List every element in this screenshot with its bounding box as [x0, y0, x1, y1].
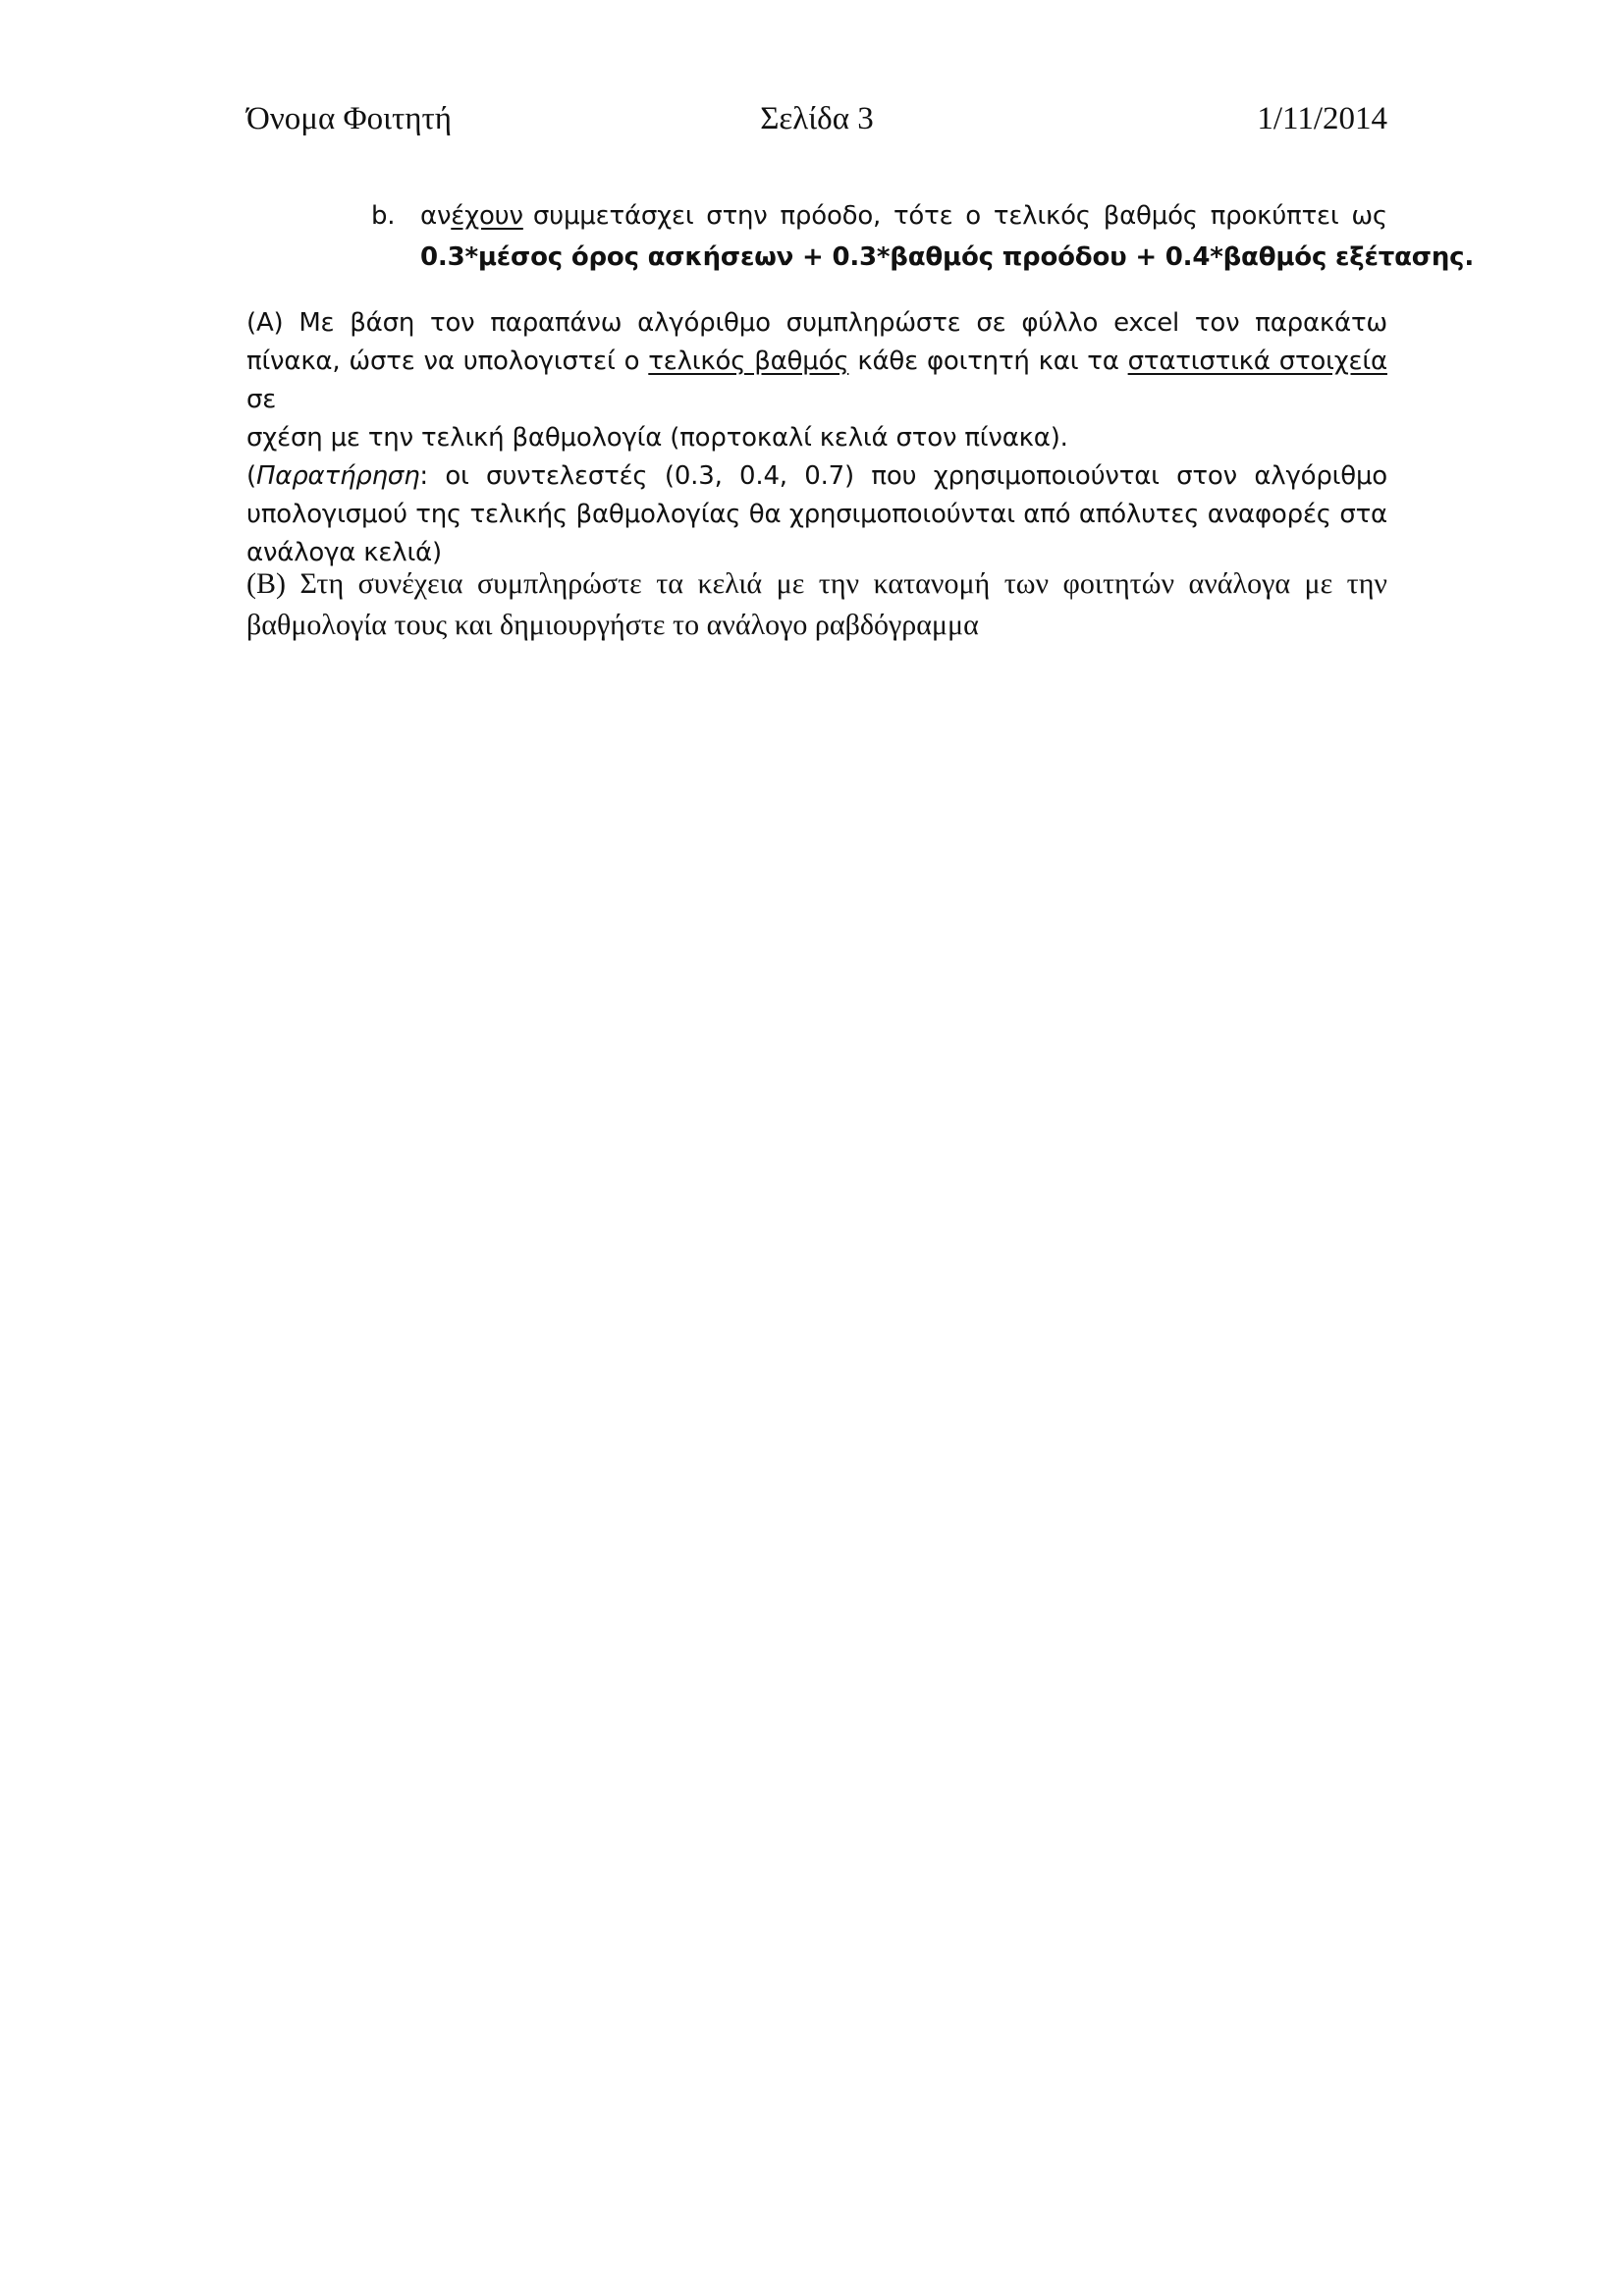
list-item-b — [371, 195, 1475, 278]
para-b-line-2 — [246, 605, 1387, 646]
header-date: 1/11/2014 — [1257, 101, 1387, 136]
formula-text: 0.3*μέσος όρος ασκήσεων + 0.3*βαθμός προόδου + 0.4*βαθμός εξέτασης. — [420, 242, 1475, 272]
paragraph-b — [246, 563, 1387, 646]
header-page-number: Σελίδα 3 — [760, 101, 874, 136]
note-text-3: ανάλογα κελιά) — [246, 538, 442, 567]
list-item-content — [420, 195, 1475, 278]
note-text-1: : οι συντελεστές (0.3, 0.4, 0.7) που χρησιμοποιούνται στον αλγόριθμο — [419, 461, 1387, 491]
page-header — [246, 94, 1387, 143]
para-a-text-1: (Α) Με βάση τον παραπάνω αλγόριθμο συμπληρώστε σε φύλλο excel τον παρακάτω — [246, 308, 1387, 338]
header-student-name: Όνομα Φοιτητή — [246, 101, 453, 136]
para-a-text-2-post: σε — [246, 385, 277, 414]
list-item-marker: b. — [371, 201, 396, 231]
note-line-2 — [246, 496, 1387, 534]
note-line-1 — [246, 457, 1387, 496]
para-a-text-2-pre: πίνακα, ώστε να υπολογιστεί ο — [246, 347, 640, 376]
item-b-underlined-word: έχουν — [451, 201, 523, 231]
para-a-text-2-mid: κάθε φοιτητή και τα — [857, 347, 1119, 376]
para-b-line-1 — [246, 563, 1387, 605]
item-b-text-post: συμμετάσχει στην πρόοδο, τότε ο τελικός βαθμός προκύπτει ως — [532, 201, 1387, 231]
item-b-line-1 — [420, 195, 1387, 237]
para-a-text-3: σχέση με την τελική βαθμολογία (πορτοκαλί κελιά στον πίνακα). — [246, 423, 1068, 453]
note-text-2: υπολογισμού της τελικής βαθμολογίας θα χρησιμοποιούνται από απόλυτες αναφορές στα — [246, 500, 1387, 529]
para-a-line-2 — [246, 343, 1387, 419]
item-b-text-pre: αν — [420, 201, 452, 231]
para-a-line-3 — [246, 419, 1387, 457]
para-a-line-1 — [246, 304, 1387, 343]
final-grade-underlined: τελικός βαθμός — [648, 347, 849, 376]
statistics-underlined: στατιστικά στοιχεία — [1127, 347, 1387, 376]
note-label: Παρατήρηση — [255, 461, 420, 491]
paragraph-a — [246, 304, 1387, 572]
item-b-line-2 — [420, 237, 1475, 278]
para-b-text-2: βαθμολογία τους και δημιουργήστε το ανάλογο ραβδόγραμμα — [246, 609, 979, 641]
para-b-text-1: (Β) Στη συνέχεια συμπληρώστε τα κελιά με την κατανομή των φοιτητών ανάλογα με την — [246, 567, 1387, 600]
note-open-paren: ( — [246, 461, 256, 491]
